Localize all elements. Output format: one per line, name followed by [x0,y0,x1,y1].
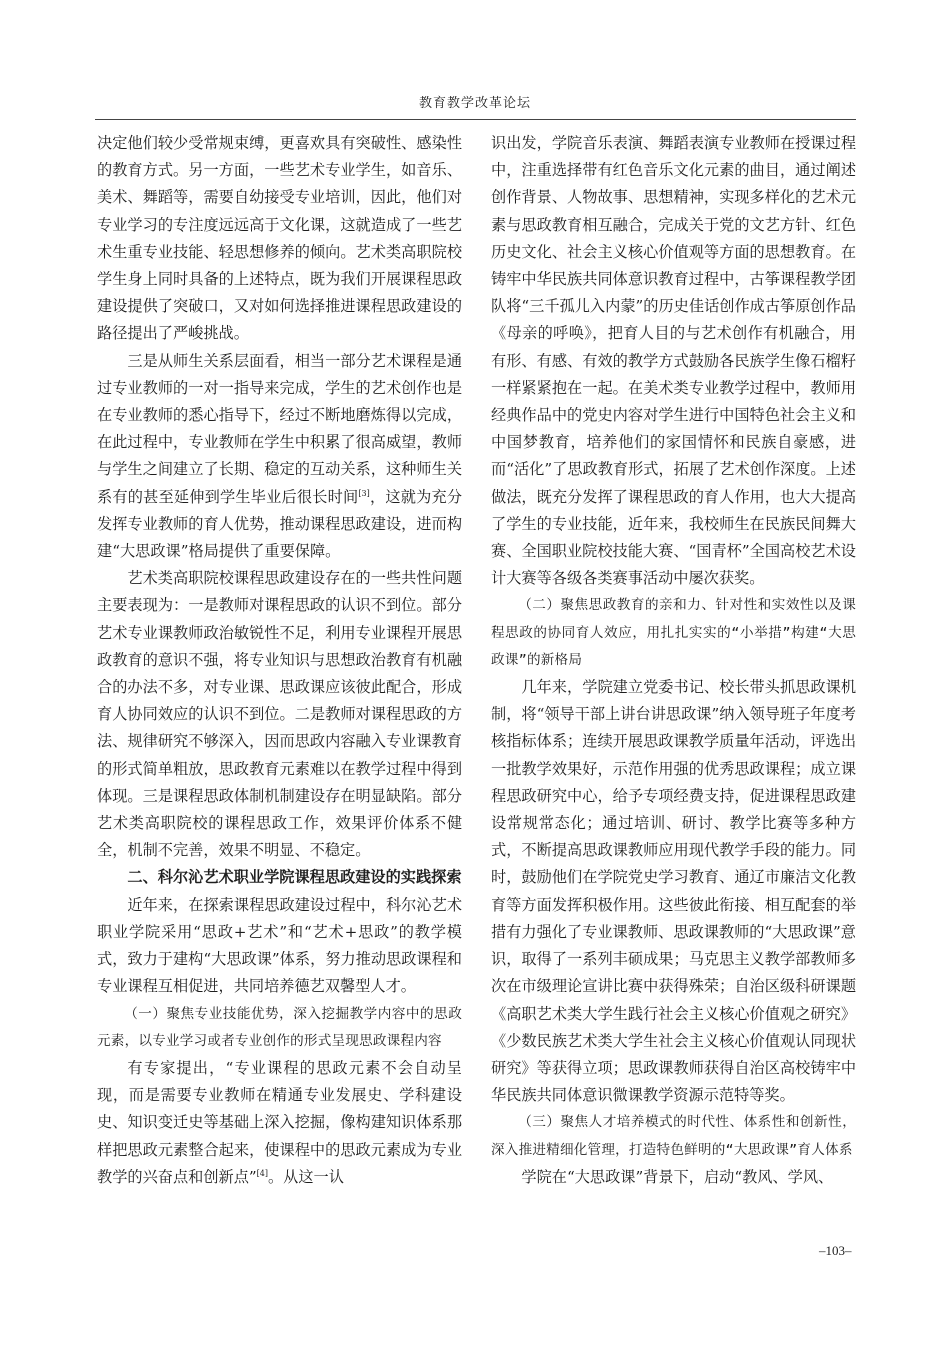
paragraph: 识出发，学院音乐表演、舞蹈表演专业教师在授课过程中，注重选择带有红色音乐文化元素的曲目，通过阐述创作背景、人物故事、思想精神，实现多样化的艺术元素与思政教育相互融合，完成关于党的文艺方针、红色历史文化、社会主义核心价值观等方面的思想教育。在铸牢中华民族共同体意识教育过程中，古筝课程教学团队将“三千孤儿入内蒙”的历史佳话创作成古筝原创作品《母亲的呼唤》，把育人目的与艺术创作有机融合，用有形、有感、有效的教学方式鼓励各民族学生像石榴籽一样紧紧抱在一起。在美术类专业教学过程中，教师用经典作品中的党史内容对学生进行中国特色社会主义和中国梦教育，培养他们的家国情怀和民族自豪感，进而“活化”了思政教育形式，拓展了艺术创作深度。上述做法，既充分发挥了课程思政的育人作用，也大大提高了学生的专业技能，近年来，我校师生在民族民间舞大赛、全国职业院校技能大赛、“国青杯”全国高校艺术设计大赛等各级各类赛事活动中屡次获奖。 [491,134,856,588]
paragraph: 近年来，在探索课程思政建设过程中，科尔沁艺术职业学院采用“思政+艺术”和“艺术+思政”的教学模式，致力于建构“大思政课”体系，努力推动思政课程和专业课程互相促进，共同培养德艺双馨型人才。 [97,895,462,996]
paragraph: 学院在“大思政课”背景下，启动“教风、学风、 [521,1167,834,1186]
paragraph [97,348,462,566]
sub-heading: （二）聚焦思政教育的亲和力、针对性和实效性以及课程思政的协同育人效应，用扎扎实实的“小举措”构建“大思政课”的新格局 [491,597,856,668]
section-heading: 二、科尔沁艺术职业学院课程思政建设的实践探索 [127,868,462,887]
running-header: 教育教学改革论坛 [418,96,531,111]
paragraph-text: 。从这一认 [267,1167,344,1186]
citation-ref: [4] [256,1168,268,1178]
left-column [97,130,462,1191]
right-column [491,130,856,1191]
paragraph-text: 有专家提出，“专业课程的思政元素不会自动呈现，而是需要专业教师在精通专业发展史、学科建设史、知识变迁史等基础上深入挖掘，像构建知识体系那样把思政元素整合起来，使课程中的思政元素成为专业教学的兴奋点和创新点” [97,1058,462,1186]
paragraph: 艺术类高职院校课程思政建设存在的一些共性问题主要表现为：一是教师对课程思政的认识不到位。部分艺术专业课教师政治敏锐性不足，利用专业课程开展思政教育的意识不强，将专业知识与思想政治教育有机融合的办法不多，对专业课、思政课应该彼此配合，形成育人协同效应的认识不到位。二是教师对课程思政的方法、规律研究不够深入，因而思政内容融入专业课教育的形式简单粗放，思政教育元素难以在教学过程中得到体现。三是课程思政体制机制建设存在明显缺陷。部分艺术类高职院校的课程思政工作，效果评价体系不健全，机制不完善，效果不明显、不稳定。 [97,569,462,860]
paragraph: 几年来，学院建立党委书记、校长带头抓思政课机制，将“领导干部上讲台讲思政课”纳入领导班子年度考核指标体系；连续开展思政课教学质量年活动，评选出一批教学效果好，示范作用强的优秀思政课程；成立课程思政研究中心，给予专项经费支持，促进课程思政建设常规常态化；通过培训、研讨、教学比赛等多种方式，不断提高思政课教师应用现代教学手段的能力。同时，鼓励他们在学院党史学习教育、通辽市廉洁文化教育等方面发挥积极作用。这些彼此衔接、相互配套的举措有力强化了专业课教师、思政课教师的“大思政课”意识，取得了一系列丰硕成果；马克思主义教学部教师多次在市级理论宣讲比赛中获得殊荣；自治区级科研课题《高职艺术类大学生践行社会主义核心价值观之研究》《少数民族艺术类大学生社会主义核心价值观认同现状研究》等获得立项；思政课教师获得自治区高校铸牢中华民族共同体意识微课教学资源示范特等奖。 [491,678,856,1105]
paragraph [97,1055,462,1191]
sub-heading: （三）聚焦人才培养模式的时代性、体系性和创新性，深入推进精细化管理，打造特色鲜明的“大思政课”育人体系 [491,1114,856,1158]
page-number: –103– [819,1243,852,1258]
paragraph-text: ，这就为充分发挥专业教师的育人优势，推动课程思政建设，进而构建“大思政课”格局提供了重要保障。 [97,487,463,561]
citation-ref: [3] [358,488,370,498]
paragraph: 决定他们较少受常规束缚，更喜欢具有突破性、感染性的教育方式。另一方面，一些艺术专业学生，如音乐、美术、舞蹈等，需要自幼接受专业培训，因此，他们对专业学习的专注度远远高于文化课，这就造成了一些艺术生重专业技能、轻思想修养的倾向。艺术类高职院校学生身上同时具备的上述特点，既为我们开展课程思政建设提供了突破口，又对如何选择推进课程思政建设的路径提出了严峻挑战。 [97,134,462,343]
paragraph-text: 三是从师生关系层面看，相当一部分艺术课程是通过专业教师的一对一指导来完成，学生的艺术创作也是在专业教师的悉心指导下，经过不断地磨炼得以完成，在此过程中，专业教师在学生中积累了很高威望，教师与学生之间建立了长期、稳定的互动关系，这种师生关系有的甚至延伸到学生毕业后很长时间 [97,351,462,506]
header-rule [95,119,856,120]
sub-heading: （一）聚焦专业技能优势，深入挖掘教学内容中的思政元素，以专业学习或者专业创作的形式呈现思政课程内容 [97,1005,462,1049]
